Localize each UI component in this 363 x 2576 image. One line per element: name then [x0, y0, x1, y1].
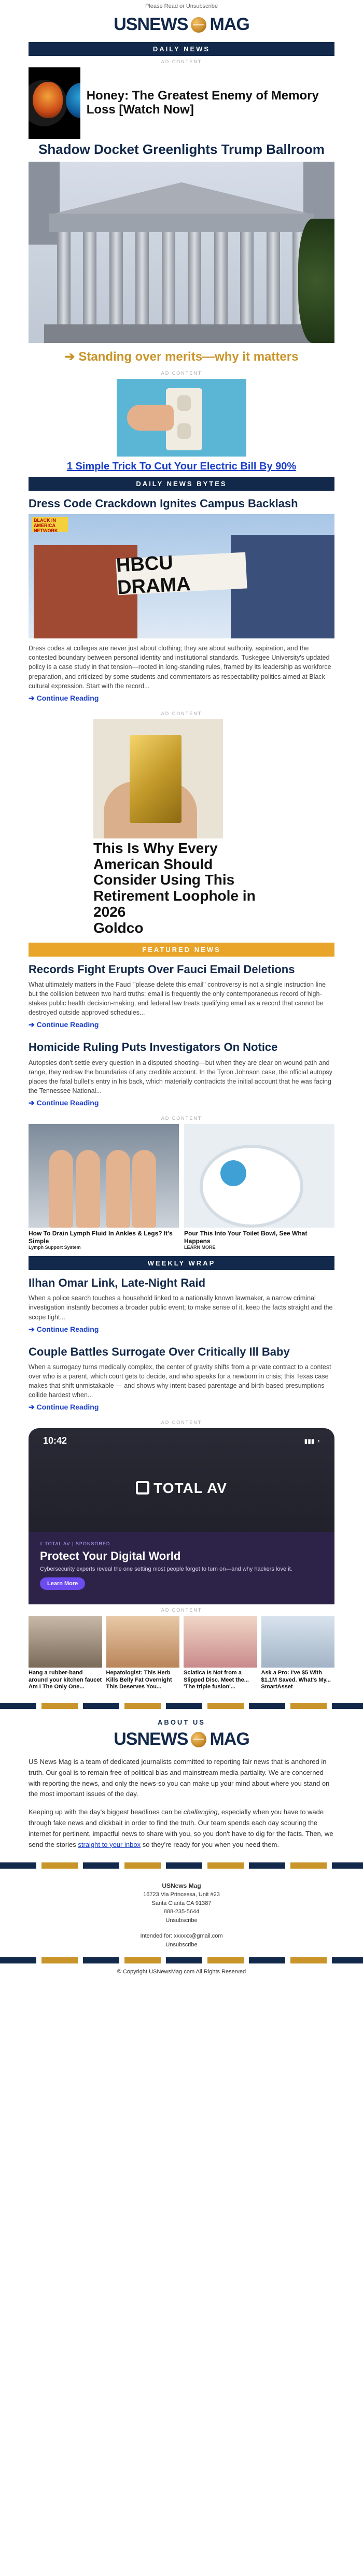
quad-caption[interactable]: Ask a Pro: I've $5 With $1.1M Saved. What's My... SmartAsset: [261, 1670, 331, 1690]
lymph-ad-caption[interactable]: How To Drain Lymph Fluid In Ankles & Legs? It's Simple: [29, 1230, 173, 1245]
gold-ad[interactable]: [93, 719, 270, 936]
site-logo[interactable]: [0, 11, 363, 42]
weekly-article-1: [0, 1345, 363, 1417]
logo-text-right: MAG: [210, 1729, 249, 1749]
about-emphasis: challenging: [183, 1808, 218, 1816]
weekly-body: When a surrogacy turns medically complex, the center of gravity shifts from a private contract to a contest over who is a parent, which court gets to decide, and who speaks for a newborn in crisis; this Texas case makes that shift unmistakable — and shows why intent-based parentage and birth-based presumptions collide hardest when...: [29, 1363, 331, 1399]
totalav-brand: [29, 1480, 334, 1497]
quad-caption[interactable]: Sciatica Is Not from a Slipped Disc. Meet the... 'The triple fusion'...: [184, 1670, 249, 1690]
footer-name: USNews Mag: [162, 1882, 201, 1890]
outlet-image[interactable]: [117, 379, 246, 457]
gold-ad-brand[interactable]: Goldco: [93, 919, 144, 936]
quad-ad-1[interactable]: [106, 1616, 180, 1690]
footer: [0, 1878, 363, 1952]
about-text: Keeping up with the day's biggest headlines can be: [29, 1808, 184, 1816]
lead-headline[interactable]: Shadow Docket Greenlights Trump Ballroom: [38, 141, 325, 157]
featured-article-0: [0, 963, 363, 1035]
totalav-desc: Cybersecurity experts reveal the one setting most people forget to turn on—and why hackers love it.: [40, 1566, 292, 1573]
divider-stripe: [0, 1862, 363, 1869]
quad-caption[interactable]: Hang a rubber-band around your kitchen faucet Am I The Only One...: [29, 1670, 102, 1690]
courthouse-image[interactable]: [29, 162, 334, 343]
footer-unsubscribe-2[interactable]: Unsubscribe: [165, 1941, 198, 1948]
totalav-title[interactable]: Protect Your Digital World: [40, 1549, 181, 1563]
lead-tagline-link[interactable]: ➔ Standing over merits—why it matters: [64, 349, 299, 364]
section-daily-bytes: DAILY NEWS BYTES: [29, 477, 334, 491]
copyright: © Copyright USNewsMag.com All Rights Reserved: [117, 1969, 246, 1975]
continue-reading-link[interactable]: ➔ Continue Reading: [29, 1325, 99, 1333]
globe-icon: [191, 17, 206, 33]
learn-more-button[interactable]: Learn More: [40, 1577, 85, 1590]
about-paragraph-2: [0, 1807, 363, 1850]
footer-unsubscribe[interactable]: Unsubscribe: [165, 1917, 198, 1924]
footer-address-2: Santa Clarita CA 91387: [151, 1900, 212, 1906]
gold-bar-image[interactable]: [93, 719, 223, 838]
ad-label: AD CONTENT: [161, 710, 202, 716]
legs-image[interactable]: [29, 1124, 179, 1228]
sciatica-image[interactable]: [184, 1616, 257, 1668]
brain-ad[interactable]: [29, 67, 334, 139]
weekly-body: When a police search touches a household linked to a nationally known lawmaker, a narrow criminal investigation instantly becomes a broader public event; to make sense of it, keep the facts straight and the scope tight...: [29, 1294, 333, 1321]
signal-battery-icon: ▮▮▮ ◔: [304, 1438, 320, 1445]
totalav-sponsored: # TOTAL AV | SPONSORED: [40, 1541, 110, 1547]
lymph-ad[interactable]: [29, 1124, 179, 1250]
toilet-ad-learn-more[interactable]: LEARN MORE: [184, 1244, 216, 1250]
featured-body: Autopsies don't settle every question in a disputed shooting—but when they are clear on wound path and range, they redraw the boundaries of any credible account. In the Tyron Johnson case, the official autopsy places the fatal bullet's entry in his back, which materially contradicts the initial account that he was facing the Tennessee National...: [29, 1059, 333, 1095]
quad-ad-3[interactable]: [261, 1616, 335, 1690]
divider-stripe: [0, 1703, 363, 1709]
ad-label: AD CONTENT: [161, 1420, 202, 1426]
ad-label: AD CONTENT: [161, 59, 202, 64]
toilet-ad-caption[interactable]: Pour This Into Your Toilet Bowl, See What Happens: [184, 1230, 308, 1245]
hbcu-image[interactable]: [29, 514, 334, 638]
ad-label: AD CONTENT: [161, 1116, 202, 1121]
quad-caption[interactable]: Hepatologist: This Herb Kills Belly Fat Overnight This Deserves You...: [106, 1670, 172, 1690]
phone-time: 10:42: [43, 1435, 67, 1446]
continue-reading-link[interactable]: ➔ Continue Reading: [29, 1020, 99, 1029]
bytes-body: Dress codes at colleges are never just about clothing; they are about authority, aspiration, and the contested boundary between personal identity and institutional standards. Tuskegee University's updated policy is a case study in that tension—rooted in long-standing rules, framed by its leadership as workforce preparation, and criticized by some students and commentators as respectability politics aimed at Black cultural expression. Start with the record...: [29, 645, 331, 690]
about-title: ABOUT US: [158, 1718, 205, 1726]
logo-text-left: USNEWS: [114, 15, 188, 34]
retirement-image[interactable]: [261, 1616, 335, 1668]
brain-scan-image[interactable]: [29, 67, 80, 139]
outlet-ad-link[interactable]: 1 Simple Trick To Cut Your Electric Bill By 90%: [66, 460, 297, 472]
divider-stripe: [0, 1957, 363, 1963]
section-weekly: WEEKLY WRAP: [29, 1256, 334, 1270]
continue-reading-link[interactable]: ➔ Continue Reading: [29, 693, 99, 702]
logo-text-left: USNEWS: [114, 1729, 188, 1749]
brain-ad-headline[interactable]: Honey: The Greatest Enemy of Memory Loss [Watch Now]: [86, 89, 319, 117]
totalav-card[interactable]: [29, 1532, 334, 1604]
ad-label: AD CONTENT: [161, 370, 202, 376]
quad-ad-0[interactable]: [29, 1616, 102, 1690]
bytes-title[interactable]: Dress Code Crackdown Ignites Campus Backlash: [29, 496, 298, 510]
featured-article-1: [0, 1041, 363, 1113]
totalav-ad[interactable]: [29, 1428, 334, 1604]
weekly-title[interactable]: Ilhan Omar Link, Late-Night Raid: [29, 1276, 206, 1289]
weekly-title[interactable]: Couple Battles Surrogate Over Critically Ill Baby: [29, 1345, 290, 1358]
continue-reading-link[interactable]: ➔ Continue Reading: [29, 1099, 99, 1107]
featured-title[interactable]: Homicide Ruling Puts Investigators On Notice: [29, 1041, 278, 1054]
section-featured: FEATURED NEWS: [29, 943, 334, 957]
weekly-article-0: [0, 1276, 363, 1339]
gold-ad-headline[interactable]: This Is Why Every American Should Consider Using This Retirement Loophole in 2026: [93, 839, 256, 920]
ad-row-quad: [29, 1616, 334, 1690]
outlet-ad[interactable]: [117, 379, 246, 457]
section-daily-news: DAILY NEWS: [29, 42, 334, 56]
about-text: , especially when you have to wade through fake news and clickbait in order to find the truth. Our team spends each day scouring the internet for pertinent, impactful news to share with you, so you don't have to dig for the facts. Then, we send the stories: [29, 1808, 333, 1848]
about-text: so they're ready for you when you need them.: [141, 1840, 280, 1848]
toilet-image[interactable]: [184, 1124, 334, 1228]
logo-text-right: MAG: [210, 15, 249, 34]
lymph-ad-sponsor: Lymph Support System: [29, 1244, 81, 1250]
faucet-image[interactable]: [29, 1616, 102, 1668]
ad-label: AD CONTENT: [161, 1607, 202, 1613]
network-badge: BLACK IN AMERICA NETWORK: [32, 517, 68, 532]
globe-icon: [191, 1732, 206, 1747]
footer-intended: Intended for: xxxxxx@gmail.com: [140, 1933, 223, 1940]
about-paragraph-1: US News Mag is a team of dedicated journalists committed to reporting fair news that is anchored in truth. Our goal is to remain free of political bias and mainstream media partiality. We are concerned with reporting the news, and only the news-so you can make up your mind about where you stand on the most important issues of the day.: [29, 1758, 330, 1798]
quad-ad-2[interactable]: [184, 1616, 257, 1690]
toilet-ad[interactable]: [184, 1124, 334, 1250]
footer-address-1: 16723 Via Princessa, Unit #23: [143, 1891, 220, 1898]
hbcu-banner: HBCU DRAMA: [116, 552, 247, 595]
footer-logo[interactable]: [0, 1726, 363, 1757]
ad-row-pair: [29, 1124, 334, 1250]
read-unsubscribe-link[interactable]: Please Read or Unsubscribe: [145, 3, 218, 9]
inbox-link[interactable]: straight to your inbox: [78, 1840, 141, 1848]
totalav-logo-icon: [136, 1481, 149, 1495]
about-section: [0, 1718, 363, 1850]
bytes-article: [0, 497, 363, 708]
featured-body: What ultimately matters in the Fauci "please delete this email" controversy is not a single instruction line but the collision between two hard truths: email is frequently the only contemporaneous record of high-stakes public health decision-making, and federal law treats qualifying email as a record that cannot be destroyed outside approved schedules...: [29, 980, 326, 1017]
herb-image[interactable]: [106, 1616, 180, 1668]
featured-title[interactable]: Records Fight Erupts Over Fauci Email Deletions: [29, 962, 295, 976]
footer-phone: 888-235-5644: [163, 1909, 200, 1915]
continue-reading-link[interactable]: ➔ Continue Reading: [29, 1403, 99, 1412]
totalav-brand-text: TOTAL AV: [153, 1480, 227, 1497]
